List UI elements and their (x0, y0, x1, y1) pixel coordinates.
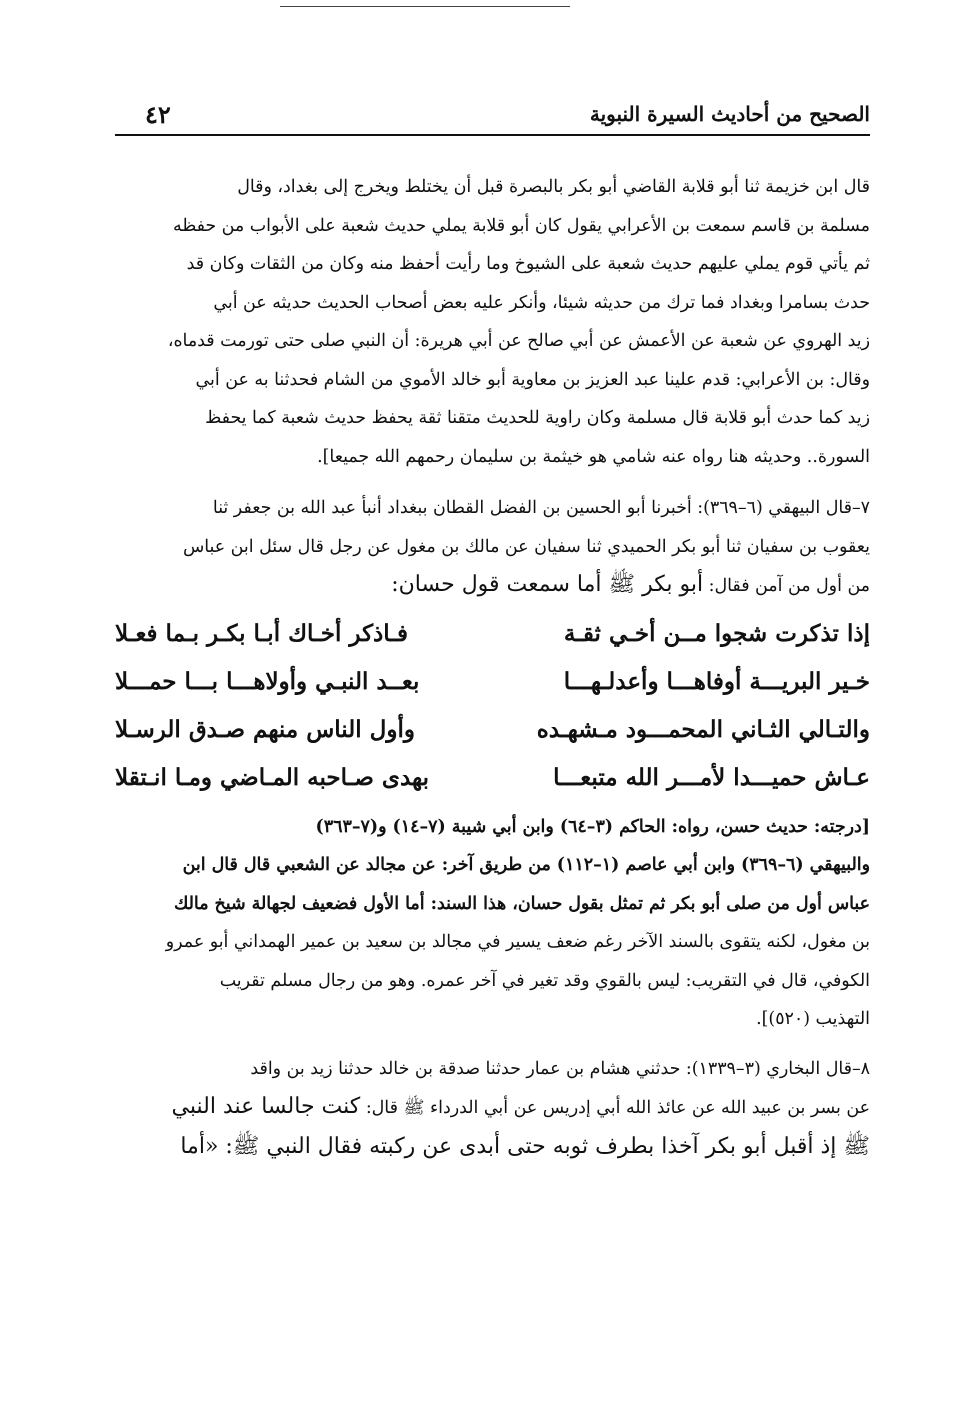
text-line: [درجته: حديث حسن، رواه: الحاكم (٣–٦٤) وابن أبي شيبة (٧–١٤) و(٧–٣٦٣) (315, 816, 870, 837)
poem (115, 610, 870, 802)
text-line: وقال: بن الأعرابي: قدم علينا عبد العزيز بن معاوية أبو خالد الأموي من الشام فحدثنا به عن أبي (195, 369, 870, 390)
text-line: الكوفي، قال في التقريب: ليس بالقوي وقد تغير في آخر عمره. وهو من رجال مسلم تقريب (219, 970, 870, 991)
text-line: ٨–قال البخاري (٣–١٣٣٩): حدثني هشام بن عمار حدثنا صدقة بن خالد حدثنا زيد بن واقد (250, 1058, 870, 1079)
text-line: مسلمة بن قاسم سمعت بن الأعرابي يقول كان أبو قلابة يملي حديث شعبة على الأبواب من حفظه (173, 215, 870, 236)
paragraph-hadith-8 (115, 1050, 870, 1167)
poem-verse (115, 706, 870, 754)
poem-verse (115, 610, 870, 658)
poem-verse (115, 754, 870, 802)
paragraph-hadith-7 (115, 489, 870, 606)
paragraph-1 (115, 168, 870, 476)
page-header (115, 96, 870, 136)
paragraph-gap (115, 476, 870, 489)
text-line: والبيهقي (٦–٣٦٩) وابن أبي عاصم (١–١١٢) من طريق آخر: عن مجالد عن الشعبي قال قال ابن (182, 855, 870, 875)
text-line: ﷺ إذ أقبل أبو بكر آخذا بطرف ثوبه حتى أبدى عن ركبته فقال النبي ﷺ: «أما (180, 1133, 870, 1159)
text-line: التهذيب (٥٢٠)]. (756, 1009, 870, 1029)
text-line (115, 1088, 870, 1128)
text-line: عباس أول من صلى أبو بكر ثم تمثل بقول حسان، هذا السند: أما الأول فضعيف لجهالة شيخ مالك (173, 893, 870, 914)
text-line: زيد كما حدث أبو قلابة قال مسلمة وكان راوية للحديث متقنا ثقة يحفظ حديث شعبة كما يحفظ (205, 408, 870, 428)
verse-second-hemistich: بعــد النبـي وأولاهـــا بـــا حمـــلا (115, 668, 420, 695)
top-rule (280, 6, 570, 7)
page-body (115, 168, 870, 1166)
text-line: قال ابن خزيمة ثنا أبو قلابة القاضي أبو بكر بالبصرة قبل أن يختلط ويخرج إلى بغداد، وقال (237, 177, 870, 197)
verse-first-hemistich: عـاش حميـــدا لأمـــر الله متبعـــا (553, 764, 870, 791)
verse-second-hemistich: بهدى صـاحبه المـاضي ومـا انـتقلا (115, 764, 430, 791)
text-line: ثم يأتي قوم يملي عليهم حديث شعبة على الشيوخ وما رأيت أحفظ منه وكان من الثقات وكان قد (186, 254, 870, 274)
text-line: ٧–قال البيهقي (٦–٣٦٩): أخبرنا أبو الحسين بن الفضل القطان ببغداد أنبأ عبد الله بن جعفر ثنا (212, 498, 870, 518)
verse-first-hemistich: خـير البريـــة أوفاهـــا وأعدلـهـــا (563, 668, 870, 695)
poem-verse (115, 658, 870, 706)
verse-first-hemistich: والتـالي الثـاني المحمـــود مـشهـده (536, 716, 870, 743)
line-emphasis: كنت جالسا عند النبي (171, 1094, 361, 1119)
verse-second-hemistich: فـاذكر أخـاك أبـا بكـر بـما فعـلا (115, 620, 409, 647)
text-line: يعقوب بن سفيان ثنا أبو بكر الحميدي ثنا سفيان عن مالك بن مغول عن رجل قال سئل ابن عباس (182, 536, 870, 557)
verse-second-hemistich: وأول الناس منهم صـدق الرسـلا (115, 716, 415, 743)
text-line: بن مغول، لكنه يتقوى بالسند الآخر رغم ضعف يسير في مجالد بن سعيد بن عمير الهمداني أبو عمرو (165, 932, 870, 952)
text-line: زيد الهروي عن شعبة عن الأعمش عن أبي صالح عن أبي هريرة: أن النبي صلى حتى تورمت قدماه، (167, 331, 870, 351)
verse-first-hemistich: إذا تذكرت شجوا مــن أخـي ثقـة (563, 620, 870, 647)
text-line (115, 566, 870, 606)
header-rule (115, 134, 870, 136)
running-title: الصحيح من أحاديث السيرة النبوية (589, 102, 870, 126)
line-prefix: من أول من آمن فقال: (708, 576, 870, 596)
text-line: السورة.. وحديثه هنا رواه عنه شامي هو خيثمة بن سليمان رحمهم الله جميعا]. (317, 446, 870, 467)
text-line: حدث بسامرا وبغداد فما ترك من حديثه شيئا، وأنكر عليه بعض أصحاب الحديث حديثه عن أبي (213, 292, 870, 313)
line-prefix: عن بسر بن عبيد الله عن عائذ الله أبي إدريس عن أبي الدرداء ﷺ قال: (365, 1098, 870, 1118)
line-emphasis: أبو بكر ﷺ أما سمعت قول حسان: (391, 572, 704, 597)
paragraph-gap (115, 1039, 870, 1050)
paragraph-grading (115, 808, 870, 1039)
page-number: ٤٢ (145, 100, 171, 129)
